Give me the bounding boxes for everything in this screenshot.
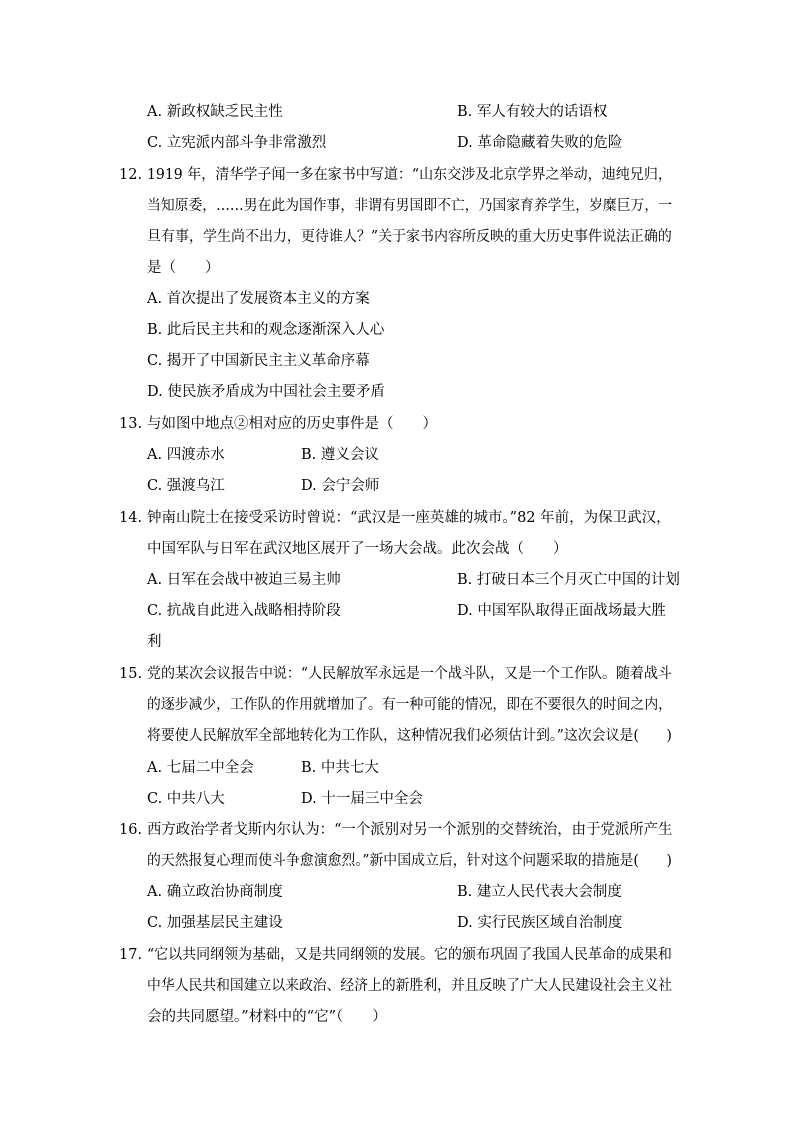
q15-option-a[interactable]: A. 七届二中全会 [147, 760, 254, 776]
q17-stem-line-1: “它以共同纲领为基础，又是共同纲领的发展。它的颁布巩固了我国人民革命的成果和 [147, 947, 672, 963]
q13-option-c[interactable]: C. 强渡乌江 [147, 478, 225, 494]
q12-stem-line-3: 旦有事，学生尚不出力，更待谁人？”关于家书内容所反映的重大历史事件说法正确的 [147, 229, 672, 245]
q12-number: 12. [119, 167, 143, 183]
q12-stem-line-4: 是（ ） [147, 260, 220, 276]
q12-stem-line-1: 1919 年，清华学子闻一多在家书中写道：“山东交涉及北京学界之举动，迪纯兄归， [147, 167, 672, 183]
q15-number: 15. [119, 666, 143, 682]
q14-stem-line-1: 钟南山院士在接受采访时曾说：“武汉是一座英雄的城市。”82 年前，为保卫武汉， [147, 510, 671, 526]
q16-stem-line-1: 西方政治学者戈斯内尔认为：“一个派别对另一个派别的交替统治，由于党派所产生 [147, 822, 673, 838]
q16-option-c[interactable]: C. 加强基层民主建设 [147, 915, 283, 931]
q16-number: 16. [119, 822, 143, 838]
q13-number: 13. [119, 416, 143, 432]
q11-option-c[interactable]: C. 立宪派内部斗争非常激烈 [147, 135, 327, 151]
q11-option-a[interactable]: A. 新政权缺乏民主性 [147, 104, 283, 120]
q11-option-b[interactable]: B. 军人有较大的话语权 [457, 104, 608, 120]
q17-stem-line-2: 中华人民共和国建立以来政治、经济上的新胜利，并且反映了广大人民建设社会主义社 [147, 978, 672, 994]
q12-option-b[interactable]: B. 此后民主共和的观念逐渐深入人心 [147, 322, 385, 338]
q15-stem-line-1: 党的某次会议报告中说：“人民解放军永远是一个战斗队，又是一个工作队。随着战斗 [147, 666, 672, 682]
q16-option-a[interactable]: A. 确立政治协商制度 [147, 884, 283, 900]
q15-option-b[interactable]: B. 中共七大 [301, 760, 379, 776]
q14-stem-line-2: 中国军队与日军在武汉地区展开了一场大会战。此次会战（ ） [147, 541, 568, 557]
q13-option-d[interactable]: D. 会宁会师 [301, 478, 380, 494]
q14-option-d-continued: 利 [147, 634, 162, 650]
q14-option-d[interactable]: D. 中国军队取得正面战场最大胜 [457, 603, 666, 619]
q13-option-b[interactable]: B. 遵义会议 [301, 447, 379, 463]
q17-number: 17. [119, 947, 143, 963]
q12-option-a[interactable]: A. 首次提出了发展资本主义的方案 [147, 291, 370, 307]
q17-stem-line-3: 会的共同愿望。”材料中的“它”（ ） [147, 1009, 387, 1025]
q16-stem-line-2: 的天然报复心理而使斗争愈演愈烈。”新中国成立后，针对这个问题采取的措施是( ) [147, 853, 672, 869]
q14-option-c[interactable]: C. 抗战自此进入战略相持阶段 [147, 603, 341, 619]
q13-option-a[interactable]: A. 四渡赤水 [147, 447, 225, 463]
q16-option-b[interactable]: B. 建立人民代表大会制度 [457, 884, 622, 900]
q12-stem-line-2: 当知原委，……男在此为国作事，非谓有男国即不亡，乃国家育养学生，岁糜巨万，一 [147, 198, 672, 214]
q14-option-b[interactable]: B. 打破日本三个月灭亡中国的计划 [457, 572, 680, 588]
q12-option-c[interactable]: C. 揭开了中国新民主主义革命序幕 [147, 353, 370, 369]
q11-option-d[interactable]: D. 革命隐藏着失败的危险 [457, 135, 623, 151]
q15-stem-line-2: 的逐步减少，工作队的作用就增加了。有一种可能的情况，即在不要很久的时间之内， [147, 697, 672, 713]
q15-option-c[interactable]: C. 中共八大 [147, 791, 225, 807]
q14-option-a[interactable]: A. 日军在会战中被迫三易主帅 [147, 572, 341, 588]
q15-option-d[interactable]: D. 十一届三中全会 [301, 791, 423, 807]
q16-option-d[interactable]: D. 实行民族区域自治制度 [457, 915, 623, 931]
q15-stem-line-3: 将要使人民解放军全部地转化为工作队，这种情况我们必须估计到。”这次会议是( ) [147, 728, 672, 744]
q14-number: 14. [119, 510, 143, 526]
q12-option-d[interactable]: D. 使民族矛盾成为中国社会主要矛盾 [147, 384, 385, 400]
q13-stem-line-1: 与如图中地点②相对应的历史事件是（ ） [147, 416, 437, 432]
